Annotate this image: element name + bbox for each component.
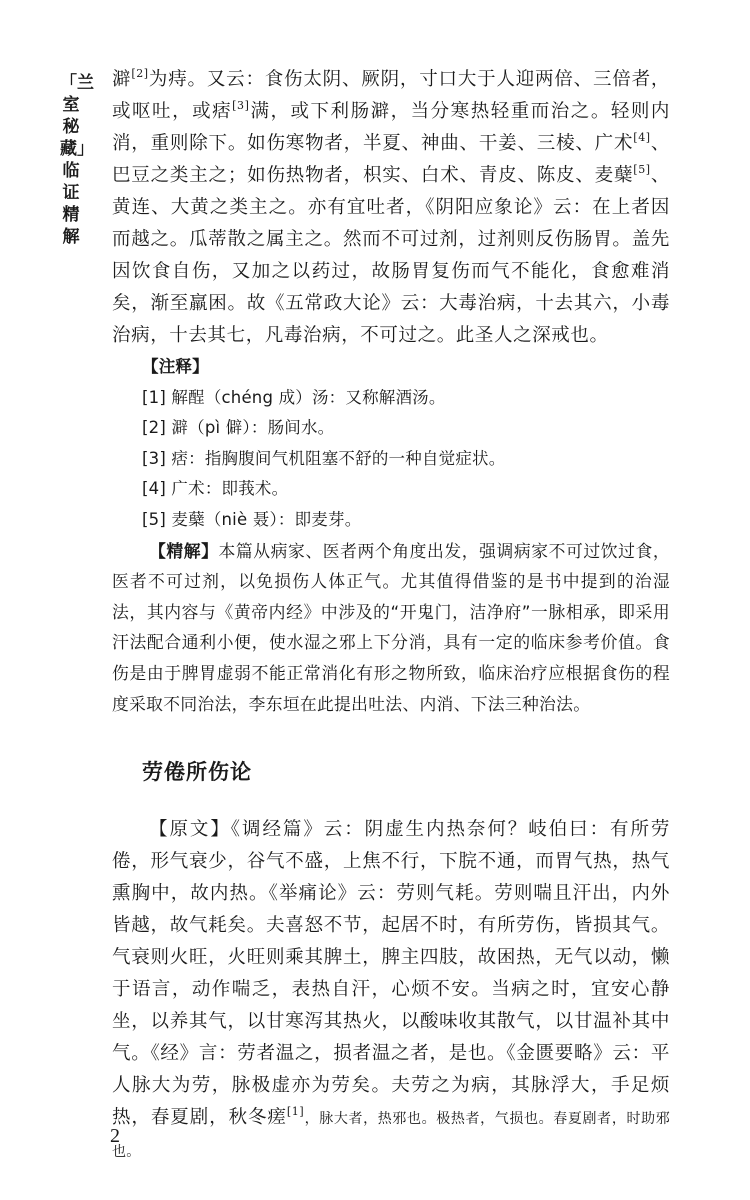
text-span: 澼 <box>112 69 132 90</box>
text-span: 为痔。又云：食伤太阴、厥阴，寸口大于人迎两倍、三倍者，或呕吐，或痞 <box>112 69 670 122</box>
original-label: 【原文】 <box>149 819 231 841</box>
footnote-ref-2: [2] <box>131 66 149 80</box>
annotation-item: [3] 痞：指胸腹间气机阻塞不舒的一种自觉症状。 <box>142 448 506 468</box>
running-head: 「兰室秘藏」临证精解 <box>60 73 94 247</box>
footnote-ref-5: [5] <box>633 162 651 176</box>
annotation-item: [5] 麦蘖（niè 聂）：即麦芽。 <box>142 509 362 529</box>
footnote-ref-1: [1] <box>286 1104 305 1118</box>
text-span: 满，或下利肠澼，当分寒热轻重而治之。轻则内消，重则除下。如伤寒物者，半夏、神曲、干姜、三棱、广术 <box>112 101 670 154</box>
text-span: 、巴豆之类主之；如伤热物者，枳实、白术、青皮、陈皮、麦蘖 <box>112 133 670 186</box>
section-title: 劳倦所伤论 <box>142 760 252 785</box>
page-content <box>112 64 670 1168</box>
footnote-ref-4: [4] <box>633 130 651 144</box>
annotation-item: [2] 澼（pì 僻）：肠间水。 <box>142 418 335 438</box>
commentary-small-text: ，脉大者，热邪也。极热者，气损也。春夏剧者，时助邪也。 <box>112 1111 671 1161</box>
annotation-item: [4] 广术：即莪术。 <box>142 479 289 499</box>
annotations <box>142 352 670 536</box>
paragraph-original-text <box>112 64 670 352</box>
analysis-paragraph <box>112 536 670 720</box>
analysis-text: 本篇从病家、医者两个角度出发，强调病家不可过饮过食，医者不可过剂，以免损伤人体正气。尤其值得借鉴的是书中提到的治湿法，其内容与《黄帝内经》中涉及的“开鬼门，洁净府”一脉相承，即采用汗法配合通利小便，使水湿之邪上下分消，具有一定的临床参考价值。食伤是由于脾胃虚弱不能正常消化有形之物所致，临床治疗应根据食伤的程度采取不同治法，李东垣在此提出吐法、内消、下法三种治法。 <box>112 540 670 714</box>
analysis-label: 【精解】 <box>149 540 219 561</box>
page-number: 2 <box>110 1125 120 1147</box>
text-span: 《调经篇》云：阴虚生内热奈何？岐伯曰：有所劳倦，形气衰少，谷气不盛，上焦不行，下脘不通，而胃气热，热气熏胸中，故内热。《举痛论》云：劳则气耗。劳则喘且汗出，内外皆越，故气耗矣。夫喜怒不节，起居不时，有所劳伤，皆损其气。气衰则火旺，火旺则乘其脾土，脾主四肢，故困热，无气以动，懒于语言，动作喘乏，表热自汗，心烦不安。当病之时，宜安心静坐，以养其气，以甘寒泻其热火，以酸味收其散气，以甘温补其中气。《经》言：劳者温之，损者温之者，是也。《金匮要略》云：平人脉大为劳，脉极虚亦为劳矣。夫劳之为病，其脉浮大，手足烦热，春夏剧，秋冬瘥 <box>112 819 671 1129</box>
annotation-item: [1] 解酲（chéng 成）汤：又称解酒汤。 <box>142 387 446 407</box>
footnote-ref-3: [3] <box>232 98 250 112</box>
annotations-heading: 【注释】 <box>142 357 209 376</box>
section-original-text <box>112 814 670 1168</box>
text-span: 、黄连、大黄之类主之。亦有宜吐者，《阴阳应象论》云：在上者因而越之。瓜蒂散之属主之。然而不可过剂，过剂则反伤肠胃。盖先因饮食自伤，又加之以药过，故肠胃复伤而气不能化，食愈难消矣，渐至羸困。故《五常政大论》云：大毒治病，十去其六，小毒治病，十去其七，凡毒治病，不可过之。此圣人之深戒也。 <box>112 165 670 346</box>
